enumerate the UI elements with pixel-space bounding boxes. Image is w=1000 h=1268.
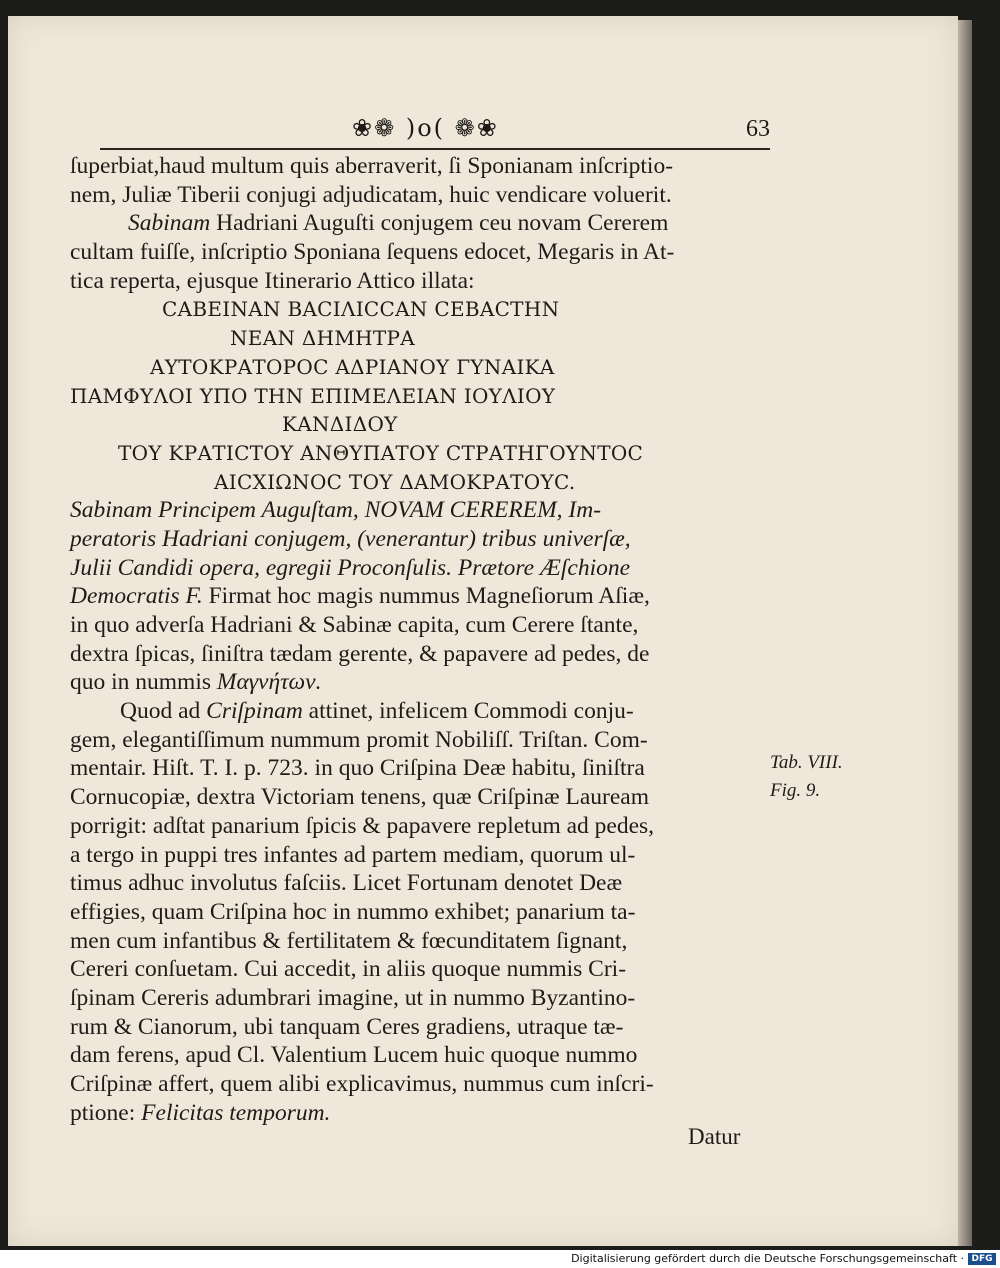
text-line [70, 783, 770, 812]
text-line [70, 267, 770, 296]
text-line [70, 726, 770, 755]
text-span: Julii Candidi opera, egregii Proconſulis. Prætore Æſchione [70, 554, 631, 581]
page-number: 63 [746, 116, 770, 142]
text-span: ptione: [70, 1099, 142, 1126]
text-line [70, 1099, 770, 1128]
text-span: quo in nummis [70, 669, 217, 696]
text-line [70, 295, 770, 324]
text-span: timus adhuc involutus faſciis. Licet Fortunam denotet Deæ [70, 870, 623, 897]
text-span: Felicitas temporum. [141, 1099, 331, 1126]
text-span: dextra ſpicas, ſiniſtra tædam gerente, & papavere ad pedes, de [70, 640, 650, 667]
text-line [70, 468, 770, 497]
text-span: peratoris Hadriani conjugem, (venerantur) tribus univerſæ, [70, 525, 631, 552]
catchword: Datur [688, 1124, 741, 1149]
text-span: attinet, infelicem Commodi conju- [302, 698, 634, 725]
text-span: men cum infantibus & fertilitatem & fœcunditatem ſignant, [70, 927, 628, 954]
text-span: Cereri conſuetam. Cui accedit, in aliis quoque nummis Cri- [70, 956, 627, 983]
text-line [70, 668, 770, 697]
text-span: mentair. Hiſt. T. I. p. 723. in quo Criſpina Deæ habitu, ſiniſtra [70, 755, 645, 782]
text-line [70, 238, 770, 267]
text-span: effigies, quam Criſpina hoc in nummo exhibet; panarium ta- [70, 898, 636, 925]
text-span: cultam fuiſſe, inſcriptio Sponiana ſequens edocet, Megaris in At- [70, 239, 675, 266]
running-header [100, 110, 770, 150]
text-line [70, 697, 770, 726]
text-span: ΑΙCΧΙΩΝΟC ΤΟΥ ΔΑΜΟΚΡΑΤΟΥC. [214, 469, 576, 494]
text-line [70, 640, 770, 669]
text-line [70, 582, 770, 611]
text-line [70, 324, 770, 353]
text-line [70, 611, 770, 640]
text-span: Firmat hoc magis nummus Magneſiorum Aſiæ, [202, 583, 650, 610]
text-span: Hadriani Auguſti conjugem ceu novam Cererem [210, 210, 669, 237]
header-ornament-icon: ❀❁ )o( ❁❀ [352, 114, 499, 142]
digitization-footer [0, 1250, 1000, 1268]
text-line [70, 841, 770, 870]
text-span: nem, Juliæ Tiberii conjugi adjudicatam, huic vendicare voluerit. [70, 181, 672, 208]
text-span: tica reperta, ejusque Itinerario Attico illata: [70, 267, 475, 294]
text-line [70, 927, 770, 956]
page-edge [958, 20, 972, 1246]
text-span: Criſpinæ affert, quem alibi explicavimus, nummus cum inſcri- [70, 1071, 654, 1097]
text-span: Sabinam Principem Auguſtam, NOVAM CEREREM, Im- [70, 497, 602, 524]
text-line [70, 152, 770, 181]
text-span: CΑΒΕΙΝΑΝ ΒΑCΙΛΙCCΑΝ CΕΒΑCΤΗΝ [162, 297, 560, 322]
footer-credit: Digitalisierung gefördert durch die Deutsche Forschungsgemeinschaft · [571, 1252, 964, 1265]
text-span: Criſpinam [206, 698, 303, 725]
body-text [70, 152, 770, 1127]
text-line [70, 1070, 770, 1099]
text-span: ſuperbiat,haud multum quis aberraverit, ſi Sponianam inſcriptio- [70, 153, 674, 179]
text-span: gem, elegantiſſimum nummum promit Nobiliſſ. Triſtan. Com- [70, 726, 648, 753]
text-line [70, 1041, 770, 1070]
text-span: Sabinam [128, 210, 211, 237]
text-line [70, 1013, 770, 1042]
text-line [70, 353, 770, 382]
text-span: ΑΥΤΟΚΡΑΤΟΡΟC ΑΔΡΙΑΝΟΥ ΓΥΝΑΙΚΑ [150, 354, 555, 379]
text-line [70, 382, 770, 411]
text-line [70, 496, 770, 525]
text-line [70, 869, 770, 898]
text-line [70, 554, 770, 583]
text-span: ΚΑΝΔΙΔΟΥ [282, 412, 398, 437]
text-line [70, 898, 770, 927]
dfg-logo-icon: DFG [968, 1253, 996, 1265]
text-line [70, 812, 770, 841]
text-line [70, 181, 770, 210]
text-line [70, 410, 770, 439]
margin-note-fig: Fig. 9. [770, 780, 821, 801]
text-line [70, 955, 770, 984]
text-span: porrigit: adſtat panarium ſpicis & papavere repletum ad pedes, [70, 812, 655, 839]
text-span: ſpinam Cereris adumbrari imagine, ut in nummo Byzantino- [70, 984, 636, 1011]
text-line [70, 209, 770, 238]
text-span: dam ferens, apud Cl. Valentium Lucem huic quoque nummo [70, 1042, 638, 1069]
text-line [70, 525, 770, 554]
text-span: Μαγνήτων. [216, 669, 322, 696]
text-span: Cornucopiæ, dextra Victoriam tenens, quæ Criſpinæ Lauream [70, 784, 650, 811]
text-span: rum & Cianorum, ubi tanquam Ceres gradiens, utraque tæ- [70, 1013, 624, 1040]
text-span: Quod ad [120, 698, 207, 725]
text-line [70, 984, 770, 1013]
text-span: a tergo in puppi tres infantes ad partem mediam, quorum ul- [70, 841, 636, 868]
text-span: ΤΟΥ ΚΡΑΤΙCΤΟΥ ΑΝΘΥΠΑΤΟΥ CΤΡΑΤΗΓΟΥΝΤΟC [118, 440, 644, 465]
margin-note-tab: Tab. VIII. [770, 752, 843, 773]
header-rule [100, 148, 770, 150]
text-line [70, 754, 770, 783]
text-span: in quo adverſa Hadriani & Sabinæ capita, cum Cerere ſtante, [70, 612, 639, 638]
text-span: ΝΕΑΝ ΔΗΜΗΤΡΑ [230, 326, 416, 351]
text-span: ΠΑΜΦΥΛΟΙ ΥΠΟ ΤΗΝ ΕΠΙΜΕΛΕΙΑΝ ΙΟΥΛΙΟΥ [70, 383, 556, 408]
text-line [70, 439, 770, 468]
text-span: Democratis F. [70, 583, 203, 610]
